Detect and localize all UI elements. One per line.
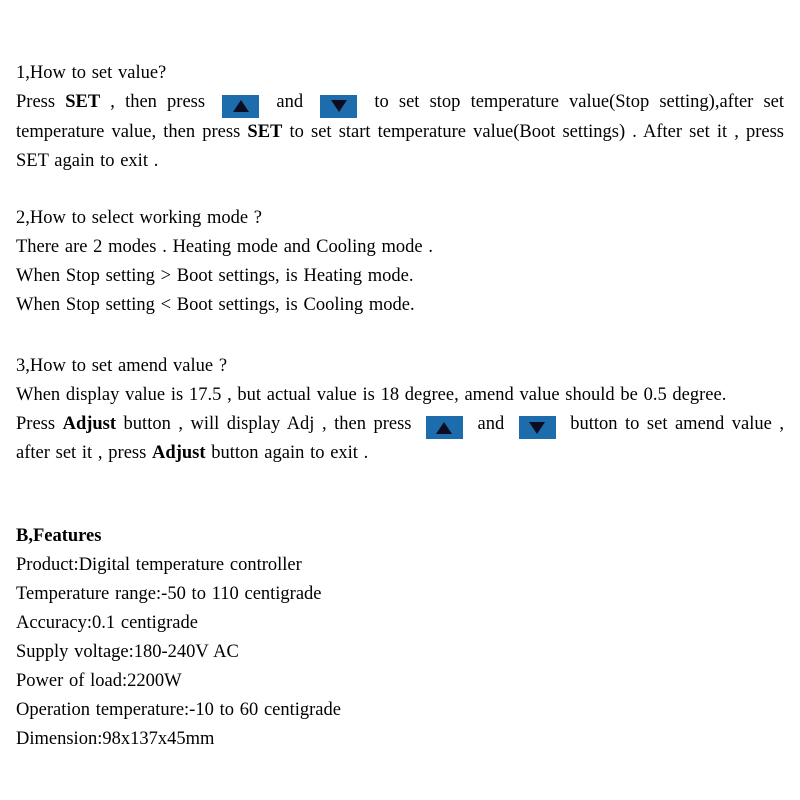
text-run: button to set amend value , after set it , press xyxy=(16,413,784,463)
paragraph xyxy=(16,638,784,667)
text-run: Supply voltage:180-240V AC xyxy=(16,642,239,662)
paragraph xyxy=(16,580,784,609)
section-how-to-select-working-mode xyxy=(16,204,784,320)
text-run: , then press xyxy=(100,92,216,112)
section-features xyxy=(16,522,784,754)
section-heading-how-to-set-value: 1,How to set value? xyxy=(16,63,167,83)
text-run: button , will display Adj , then press xyxy=(116,413,419,434)
up-triangle-icon xyxy=(436,422,452,434)
text-run: There are 2 modes . Heating mode and Cooling mode . xyxy=(16,236,433,257)
text-run: Operation temperature:-10 to 60 centigrade xyxy=(16,700,341,720)
up-arrow-button xyxy=(426,416,463,439)
text-run: Temperature range:-50 to 110 centigrade xyxy=(16,584,322,604)
paragraph xyxy=(16,88,784,176)
text-run: When display value is 17.5 , but actual value is 18 degree, amend value should be 0.5 degree. xyxy=(16,384,727,405)
text-run: Accuracy:0.1 centigrade xyxy=(16,613,198,633)
down-arrow-button xyxy=(320,95,357,118)
section-heading-how-to-select-working-mode: 2,How to select working mode ? xyxy=(16,207,262,228)
text-run: and xyxy=(469,413,512,434)
section-how-to-set-amend-value xyxy=(16,352,784,469)
text-run: button again to exit . xyxy=(205,443,369,463)
up-triangle-icon xyxy=(233,100,249,112)
paragraph xyxy=(16,696,784,725)
section-heading-how-to-set-amend-value: 3,How to set amend value ? xyxy=(16,355,228,376)
text-run: Dimension:98x137x45mm xyxy=(16,729,215,749)
down-arrow-button xyxy=(519,416,556,439)
paragraph xyxy=(16,233,784,262)
down-triangle-icon xyxy=(529,422,545,434)
down-triangle-icon xyxy=(331,100,347,112)
paragraph xyxy=(16,381,784,410)
text-run: Press xyxy=(16,92,66,112)
paragraph xyxy=(16,291,784,320)
bold-text-run: Adjust xyxy=(62,413,117,434)
paragraph xyxy=(16,551,784,580)
text-run: Product:Digital temperature controller xyxy=(16,555,302,575)
text-run: Power of load:2200W xyxy=(16,671,182,691)
up-arrow-button xyxy=(222,95,259,118)
bold-text-run: Adjust xyxy=(152,443,206,463)
bold-text-run: SET xyxy=(247,121,283,142)
text-run: When Stop setting < Boot settings, is Cooling mode. xyxy=(16,294,415,315)
paragraph xyxy=(16,667,784,696)
text-run: to set start temperature value(Boot settings) . After set it , press SET again to exit . xyxy=(16,121,785,171)
section-heading-features: B,Features xyxy=(16,526,102,546)
paragraph xyxy=(16,725,784,754)
bold-text-run: SET xyxy=(65,92,101,112)
paragraph xyxy=(16,262,784,291)
section-how-to-set-value xyxy=(16,59,784,176)
text-run: to set stop temperature value(Stop setting),after set temperature value, then press xyxy=(16,92,785,142)
paragraph xyxy=(16,410,784,469)
paragraph xyxy=(16,609,784,638)
text-run: When Stop setting > Boot settings, is Heating mode. xyxy=(16,265,414,286)
text-run: and xyxy=(266,92,314,112)
text-run: Press xyxy=(16,413,63,434)
